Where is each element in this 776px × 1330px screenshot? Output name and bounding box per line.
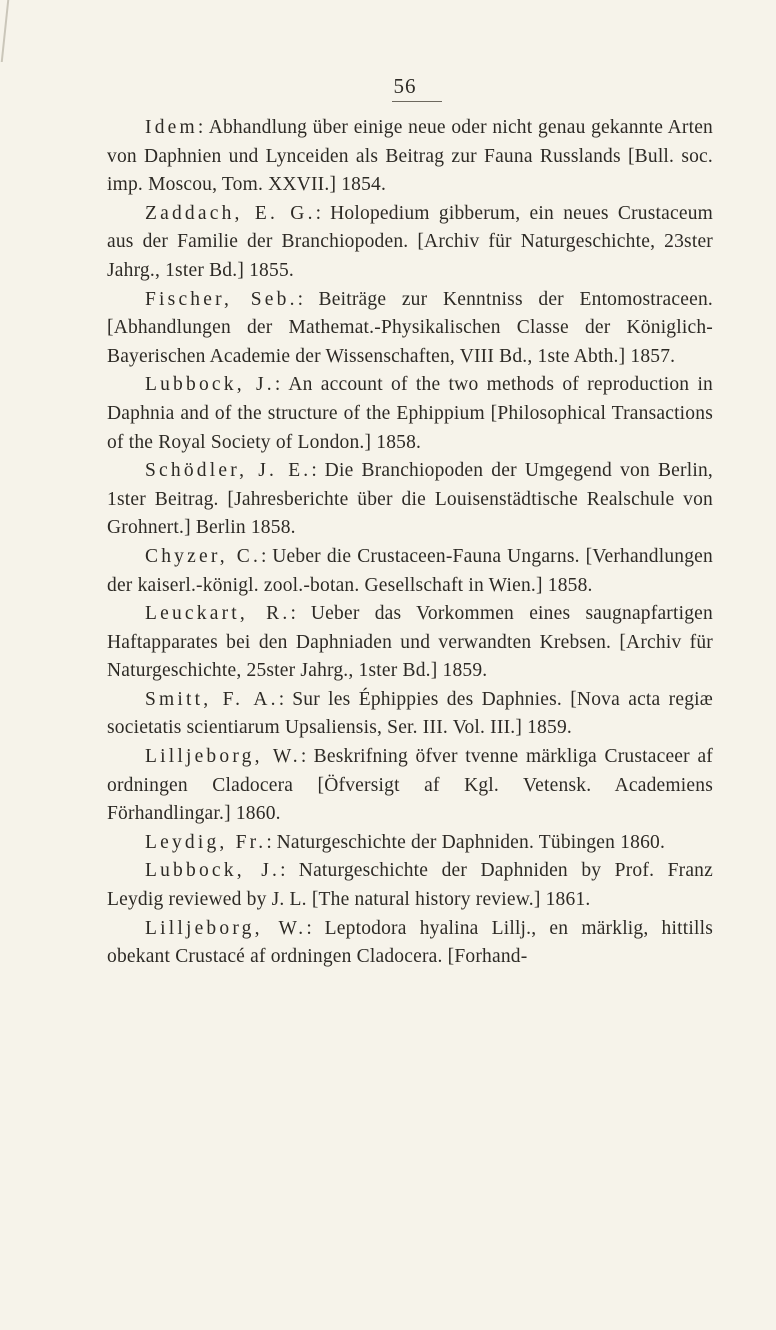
entry-text: Ueber das Vorkommen eines saugnapfartigen Haftapparates bei den Daphniaden und verwandten Krebsen. [Archiv für Naturgeschichte, 25ster Jahrg., 1ster Bd.] 1859. bbox=[107, 603, 713, 682]
entry-text: Leptodora hyalina Lillj., en märklig, hittills obekant Crustacé af ordningen Cladocera. [Forhand- bbox=[107, 917, 713, 968]
bibliography-entry: Lilljeborg, W.: Leptodora hyalina Lillj., en märklig, hittills obekant Crustacé af ordningen Cladocera. [Forhand- bbox=[107, 917, 713, 968]
entry-text: An account of the two methods of reproduction in Daphnia and of the structure of the Ephippium [Philosophical Transactions of the Royal Society of London.] 1858. bbox=[107, 374, 714, 453]
margin-pencil-mark bbox=[1, 0, 13, 62]
entry-author: Zaddach, E. G. bbox=[145, 202, 316, 224]
entry-author: Chyzer, C. bbox=[145, 545, 262, 567]
entry-author: Smitt, F. A. bbox=[145, 688, 279, 710]
entry-text: Holopedium gibberum, ein neues Crustaceum aus der Familie der Branchiopoden. [Archiv für Naturgeschichte, 23ster Jahrg., 1ster Bd.] 1855. bbox=[107, 202, 714, 281]
bibliography-entry: Leuckart, R.: Ueber das Vorkommen eines saugnapfartigen Haftapparates bei den Daphniaden und verwandten Krebsen. [Archiv für Naturgeschichte, 25ster Jahrg., 1ster Bd.] 1859. bbox=[107, 603, 713, 682]
entry-text: Naturgeschichte der Daphniden by Prof. Franz Leydig reviewed by J. L. [The natural history review.] 1861. bbox=[107, 860, 713, 911]
entry-text: Ueber die Crustaceen-Fauna Ungarns. [Verhandlungen der kaiserl.-königl. zool.-botan. Gesellschaft in Wien.] 1858. bbox=[107, 545, 713, 596]
bibliography-entry: Leydig, Fr.: Naturgeschichte der Daphniden. Tübingen 1860. bbox=[145, 831, 666, 853]
entry-author: Leuckart, R. bbox=[145, 603, 291, 625]
bibliography-entry: Lubbock, J.: Naturgeschichte der Daphniden by Prof. Franz Leydig reviewed by J. L. [The natural history review.] 1861. bbox=[107, 860, 713, 911]
entry-author: Fischer, Seb. bbox=[145, 288, 298, 310]
bibliography-entry: Chyzer, C.: Ueber die Crustaceen-Fauna Ungarns. [Verhandlungen der kaiserl.-königl. zool.-botan. Gesellschaft in Wien.] 1858. bbox=[107, 545, 713, 596]
entry-author: Lilljeborg, W. bbox=[145, 917, 307, 939]
bibliography-entry: Idem: Abhandlung über einige neue oder nicht genau gekannte Arten von Daphnien und Lynceiden als Beitrag zur Fauna Russlands [Bull. soc. imp. Moscou, Tom. XXVII.] 1854. bbox=[107, 117, 713, 196]
entry-text: Abhandlung über einige neue oder nicht genau gekannte Arten von Daphnien und Lynceiden als Beitrag zur Fauna Russlands [Bull. soc. imp. Moscou, Tom. XXVII.] 1854. bbox=[107, 117, 713, 196]
entry-text: Sur les Éphippies des Daphnies. [Nova acta regiæ societatis scientiarum Upsaliensis, Ser. III. Vol. III.] 1859. bbox=[107, 688, 713, 739]
entry-author: Leydig, Fr. bbox=[145, 831, 267, 853]
entry-author: Idem bbox=[145, 117, 198, 138]
entry-author: Lilljeborg, W. bbox=[145, 746, 301, 768]
bibliography-entry: Fischer, Seb.: Beiträge zur Kenntniss der Entomostraceen. [Abhandlungen der Mathemat.-Physikalischen Classe der Königlich-Bayerischen Academie der Wissenschaften, VIII Bd., 1ste Abth.] 1857. bbox=[107, 288, 714, 367]
bibliography-entry: Smitt, F. A.: Sur les Éphippies des Daphnies. [Nova acta regiæ societatis scientiarum Upsaliensis, Ser. III. Vol. III.] 1859. bbox=[107, 688, 713, 739]
bibliography-entry: Zaddach, E. G.: Holopedium gibberum, ein neues Crustaceum aus der Familie der Branchiopoden. [Archiv für Naturgeschichte, 23ster Jahrg., 1ster Bd.] 1855. bbox=[107, 202, 714, 281]
entry-author: Schödler, J. E. bbox=[145, 460, 312, 482]
bibliography-entry: Lilljeborg, W.: Beskrifning öfver tvenne märkliga Crustaceer af ordningen Cladocera [Öfversigt af Kgl. Vetensk. Academiens Förhandlingar.] 1860. bbox=[107, 746, 713, 825]
page-number-rule bbox=[392, 101, 442, 102]
entry-text: Die Branchiopoden der Umgegend von Berlin, 1ster Beitrag. [Jahresberichte über die Louisenstädtische Realschule von Grohnert.] Berlin 1858. bbox=[107, 460, 713, 539]
entry-text: Naturgeschichte der Daphniden. Tübingen 1860. bbox=[276, 831, 666, 853]
bibliography-list bbox=[107, 114, 713, 972]
entry-text: Beiträge zur Kenntniss der Entomostraceen. [Abhandlungen der Mathemat.-Physikalischen Classe der Königlich-Bayerischen Academie der Wissenschaften, VIII Bd., 1ste Abth.] 1857. bbox=[107, 288, 714, 367]
bibliography-entry: Lubbock, J.: An account of the two methods of reproduction in Daphnia and of the structure of the Ephippium [Philosophical Transactions of the Royal Society of London.] 1858. bbox=[107, 374, 714, 453]
entry-author: Lubbock, J. bbox=[145, 860, 281, 882]
bibliography-entry: Schödler, J. E.: Die Branchiopoden der Umgegend von Berlin, 1ster Beitrag. [Jahresberichte über die Louisenstädtische Realschule von Grohnert.] Berlin 1858. bbox=[107, 460, 713, 539]
entry-author: Lubbock, J. bbox=[145, 374, 275, 396]
page-number: 56 bbox=[393, 74, 417, 98]
entry-text: Beskrifning öfver tvenne märkliga Crustaceer af ordningen Cladocera [Öfversigt af Kgl. Vetensk. Academiens Förhandlingar.] 1860. bbox=[107, 746, 713, 825]
